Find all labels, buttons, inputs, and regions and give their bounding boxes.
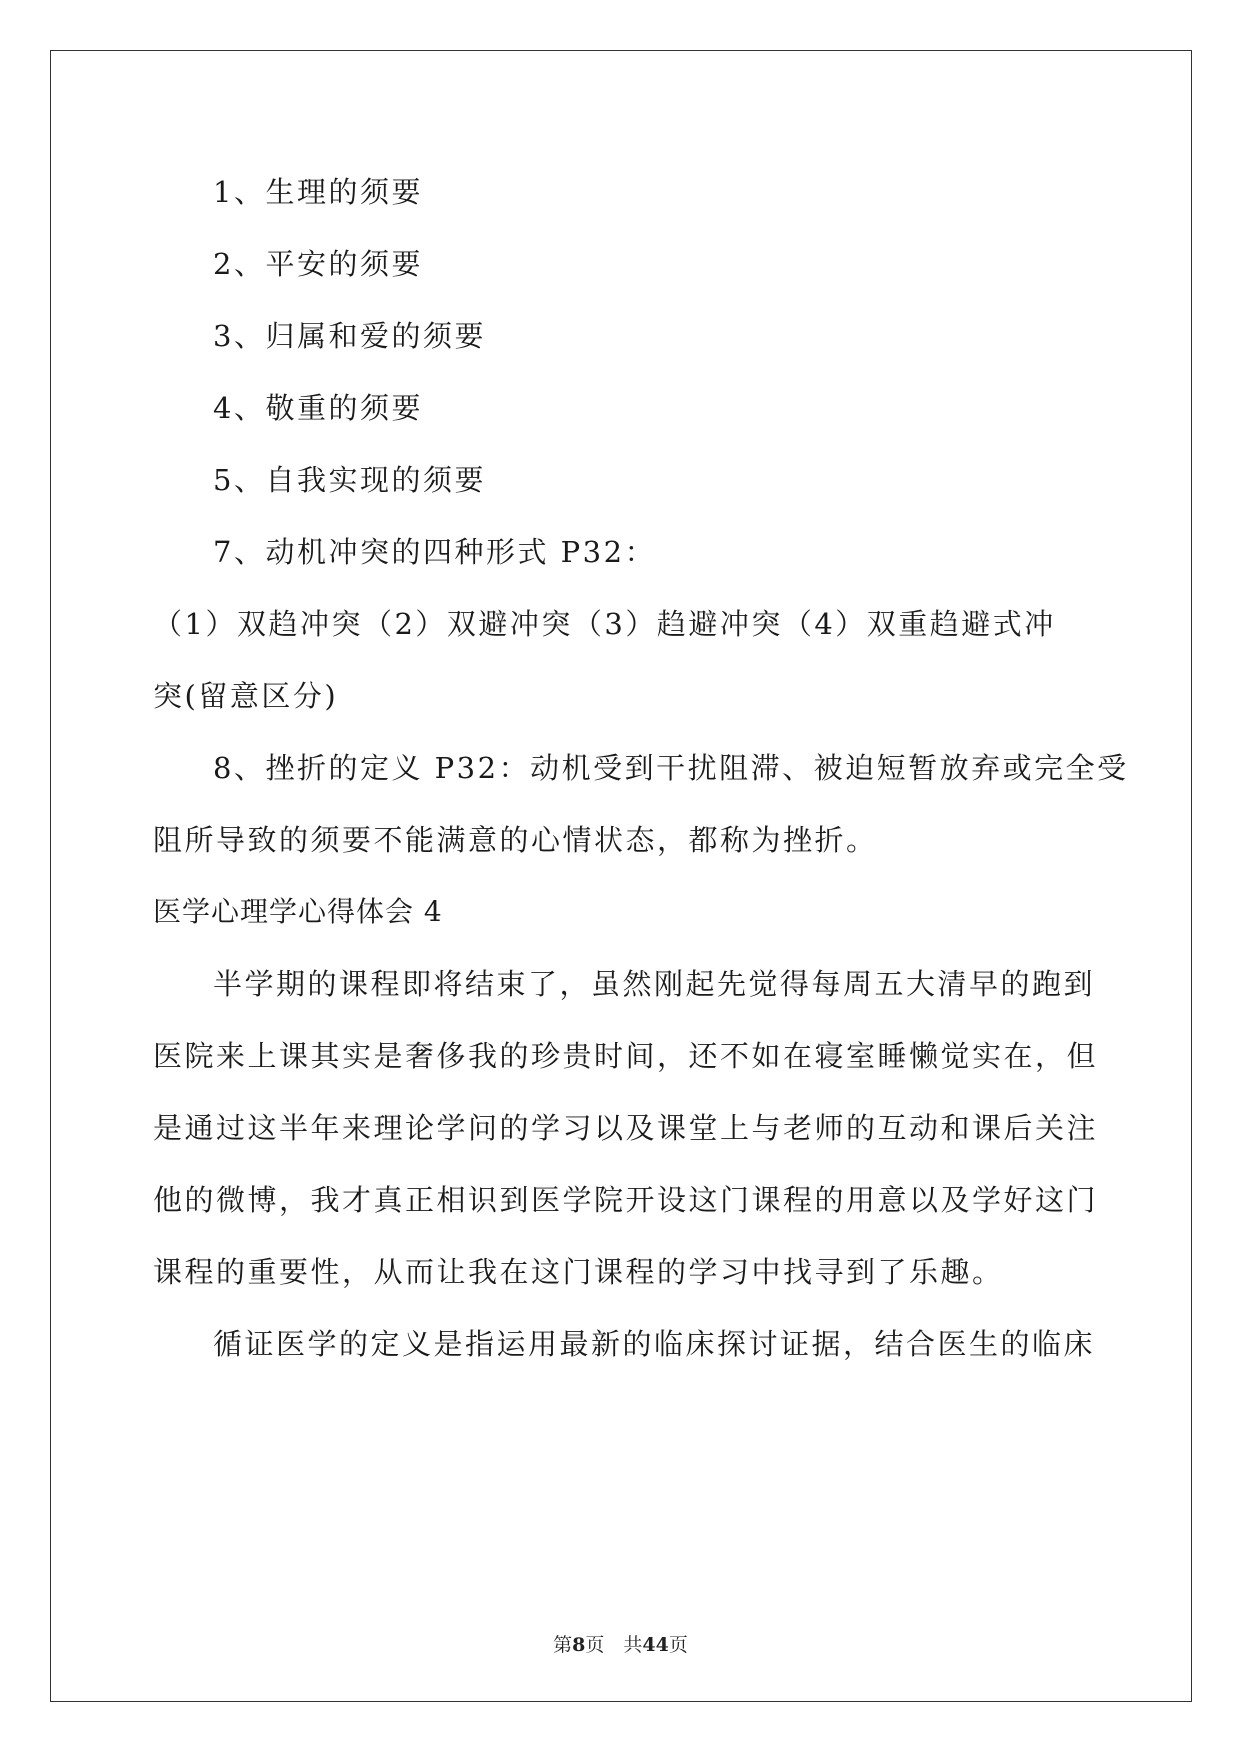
- paragraph-line: 突(留意区分): [153, 679, 339, 713]
- paragraph-line: 课程的重要性，从而让我在这门课程的学习中找寻到了乐趣。: [153, 1255, 1004, 1289]
- footer-prefix: 第: [553, 1634, 573, 1656]
- paragraph-line: 医院来上课其实是奢侈我的珍贵时间，还不如在寝室睡懒觉实在，但: [153, 1039, 1099, 1073]
- list-item-safety-needs: 2、平安的须要: [213, 247, 423, 281]
- list-item-belonging-needs: 3、归属和爱的须要: [213, 319, 486, 353]
- page-border: [50, 50, 1192, 1702]
- paragraph-line: 是通过这半年来理论学问的学习以及课堂上与老师的互动和课后关注: [153, 1111, 1099, 1145]
- list-item-esteem-needs: 4、敬重的须要: [213, 391, 423, 425]
- paragraph-line: 他的微博，我才真正相识到医学院开设这门课程的用意以及学好这门: [153, 1183, 1099, 1217]
- footer-total-pages: 44: [642, 1634, 669, 1656]
- list-item-self-actualization-needs: 5、自我实现的须要: [213, 463, 486, 497]
- paragraph-line: 半学期的课程即将结束了，虽然刚起先觉得每周五大清早的跑到: [213, 967, 1096, 1001]
- footer-middle: 页 共: [585, 1634, 643, 1656]
- paragraph-line: 循证医学的定义是指运用最新的临床探讨证据，结合医生的临床: [213, 1327, 1096, 1361]
- paragraph-line: （1）双趋冲突（2）双避冲突（3）趋避冲突（4）双重趋避式冲: [153, 607, 1056, 641]
- footer-current-page: 8: [572, 1634, 586, 1656]
- section-heading: 医学心理学心得体会 4: [153, 895, 443, 928]
- section-motivation-conflict: 7、动机冲突的四种形式 P32：: [213, 535, 657, 569]
- footer-suffix: 页: [668, 1634, 688, 1656]
- paragraph-line: 阻所导致的须要不能满意的心情状态，都称为挫折。: [153, 823, 878, 857]
- section-frustration-definition: 8、挫折的定义 P32：动机受到干扰阻滞、被迫短暂放弃或完全受: [213, 751, 1129, 785]
- page-number-footer: [0, 1633, 1241, 1657]
- list-item-physiological-needs: 1、生理的须要: [213, 175, 423, 209]
